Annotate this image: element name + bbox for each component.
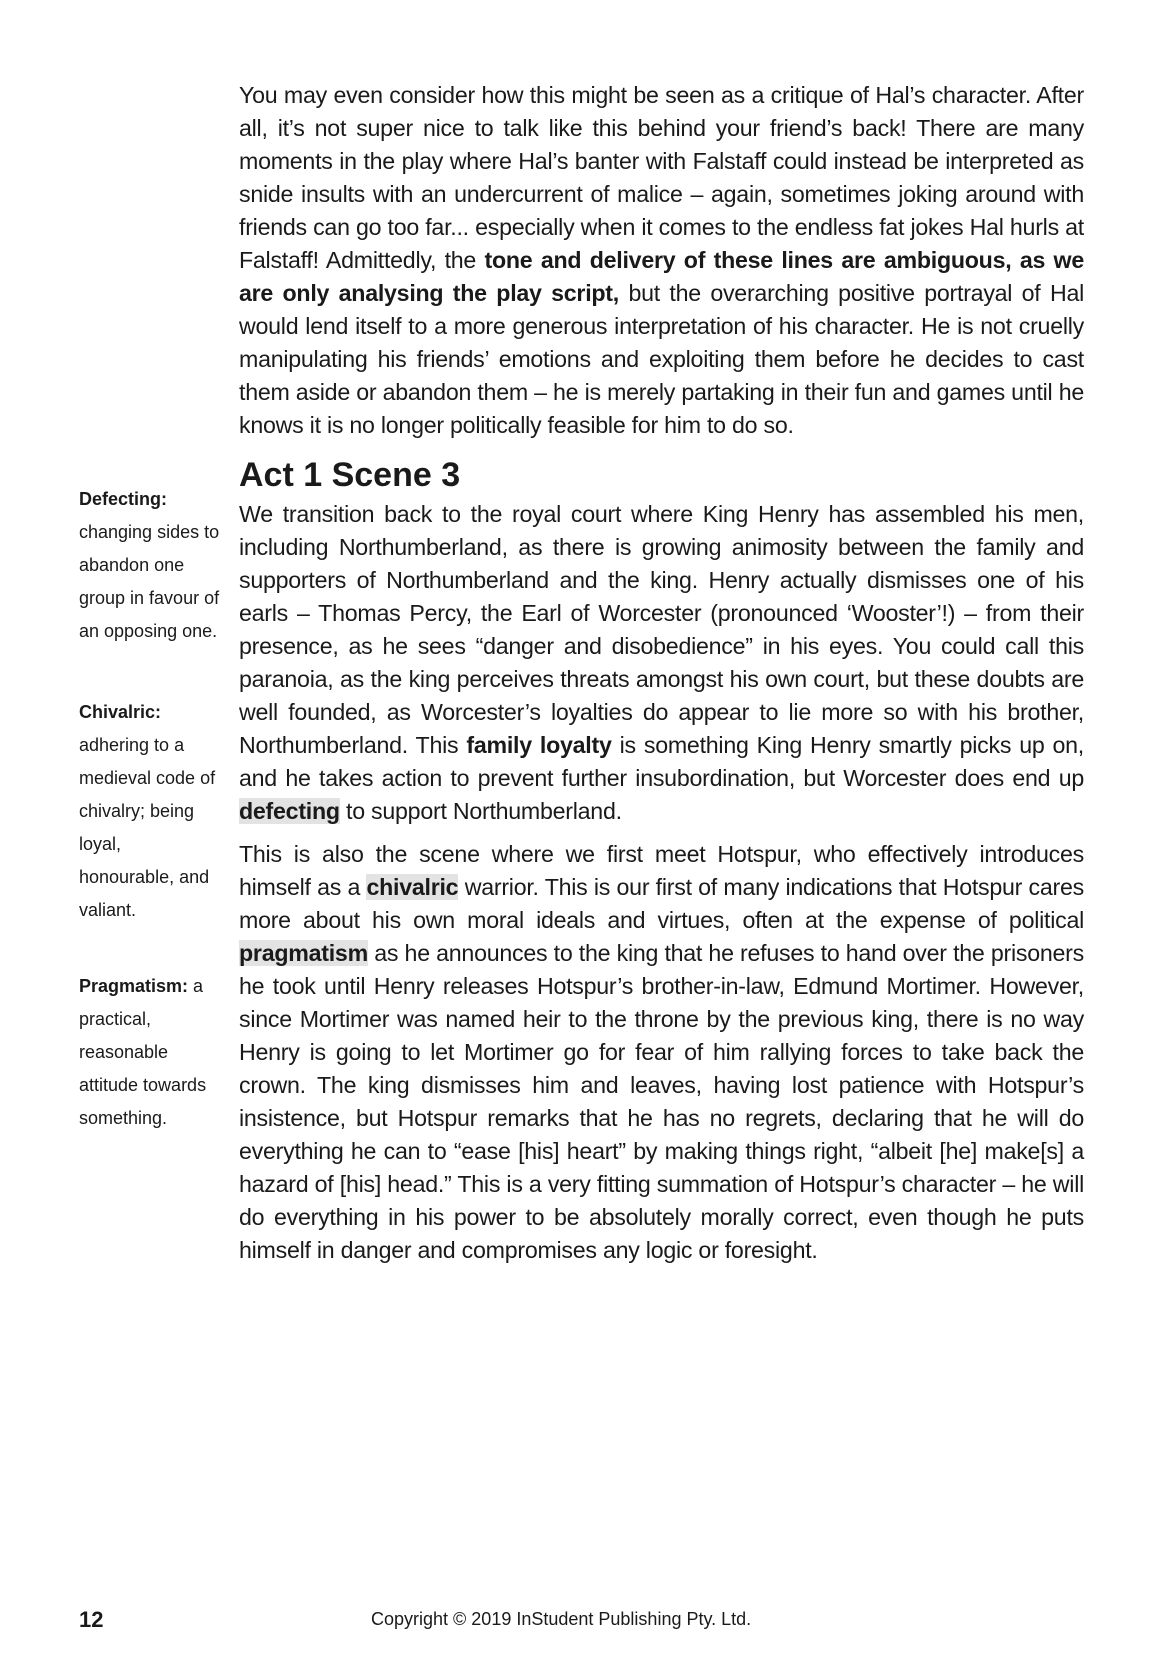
p2-text-1: This is also the scene where we first meet Hotspur, who effectively introduces himself as a xyxy=(239,841,1084,900)
p2-text-3: as he announces to the king that he refuses to hand over the prisoners he took until Henry releases Hotspur’s brother-in-law, Edmund Mortimer. However, since Mortimer was named heir to the throne by the previous king, there is no way Henry is going to let Mortimer go for fear of him rallying forces to take back the crown. The king dismisses him and leaves, having lost patience with Hotspur’s insistence, but Hotspur remarks that he has no regrets, declaring that he will do everything he can to “ease [his] heart” by making things right, “albeit [he] make[s] a hazard of [his] head.” This is a very fitting summation of Hotspur’s character – he will do everything in his power to be absolutely morally correct, even though he puts himself in danger and compromises any logic or foresight. xyxy=(239,940,1084,1263)
glossary-definition: a practical, reasonable attitude towards something. xyxy=(79,976,207,1128)
glossary-chivalric xyxy=(79,696,221,927)
glossary-pragmatism xyxy=(79,970,221,1135)
scene-paragraph-1 xyxy=(239,498,1084,828)
glossary-term: Defecting: xyxy=(79,489,168,509)
intro-text-1: You may even consider how this might be seen as a critique of Hal’s character. After all, it’s not super nice to talk like this behind your friend’s back! There are many moments in the play where Hal’s banter with Falstaff could instead be interpreted as snide insults with an undercurrent of malice – again, sometimes joking around with friends can go too far... especially when it comes to the endless fat jokes Hal hurls at Falstaff! Admittedly, the xyxy=(239,82,1084,273)
section-heading: Act 1 Scene 3 xyxy=(239,456,461,494)
intro-bold-phrase: tone and delivery of these lines are ambiguous, as we are only analysing the play script, xyxy=(239,247,1084,306)
copyright-notice: Copyright © 2019 InStudent Publishing Pty. Ltd. xyxy=(371,1609,752,1629)
glossary-definition: changing sides to abandon one group in favour of an opposing one. xyxy=(79,522,220,641)
p1-text-1: We transition back to the royal court where King Henry has assembled his men, including Northumberland, as there is growing animosity between the family and supporters of Northumberland and the king. Henry actually dismisses one of his earls – Thomas Percy, the Earl of Worcester (pronounced ‘Wooster’!) – from their presence, as he sees “danger and disobedience” in his eyes. You could call this paranoia, as the king perceives threats amongst his own court, but these doubts are well founded, as Worcester’s loyalties do appear to lie more so with his brother, Northumberland. This xyxy=(239,501,1084,758)
intro-text-2: but the overarching positive portrayal of Hal would lend itself to a more generous interpretation of his character. He is not cruelly manipulating his friends’ emotions and exploiting them before he decides to cast them aside or abandon them – he is merely partaking in their fun and games until he knows it is no longer politically feasible for him to do so. xyxy=(239,280,1085,438)
page-number: 12 xyxy=(79,1607,104,1632)
glossary-defecting xyxy=(79,483,221,648)
glossary-term: Pragmatism: xyxy=(79,976,189,996)
highlight-pragmatism: pragmatism xyxy=(239,940,368,966)
scene-paragraph-2 xyxy=(239,838,1084,1267)
p1-text-3: to support Northumberland. xyxy=(339,798,622,824)
glossary-term: Chivalric: xyxy=(79,702,162,722)
highlight-chivalric: chivalric xyxy=(366,874,459,900)
glossary-definition: adhering to a medieval code of chivalry; being loyal, honourable, and valiant. xyxy=(79,735,216,920)
term-family-loyalty: family loyalty xyxy=(466,732,612,758)
intro-paragraph xyxy=(239,79,1084,442)
p2-text-2: warrior. This is our first of many indications that Hotspur cares more about his own moral ideals and virtues, often at the expense of political xyxy=(239,874,1084,933)
p1-text-2: is something King Henry smartly picks up on, and he takes action to prevent further insubordination, but Worcester does end up xyxy=(239,732,1084,791)
highlight-defecting: defecting xyxy=(239,798,340,824)
main-column xyxy=(239,79,1084,1267)
